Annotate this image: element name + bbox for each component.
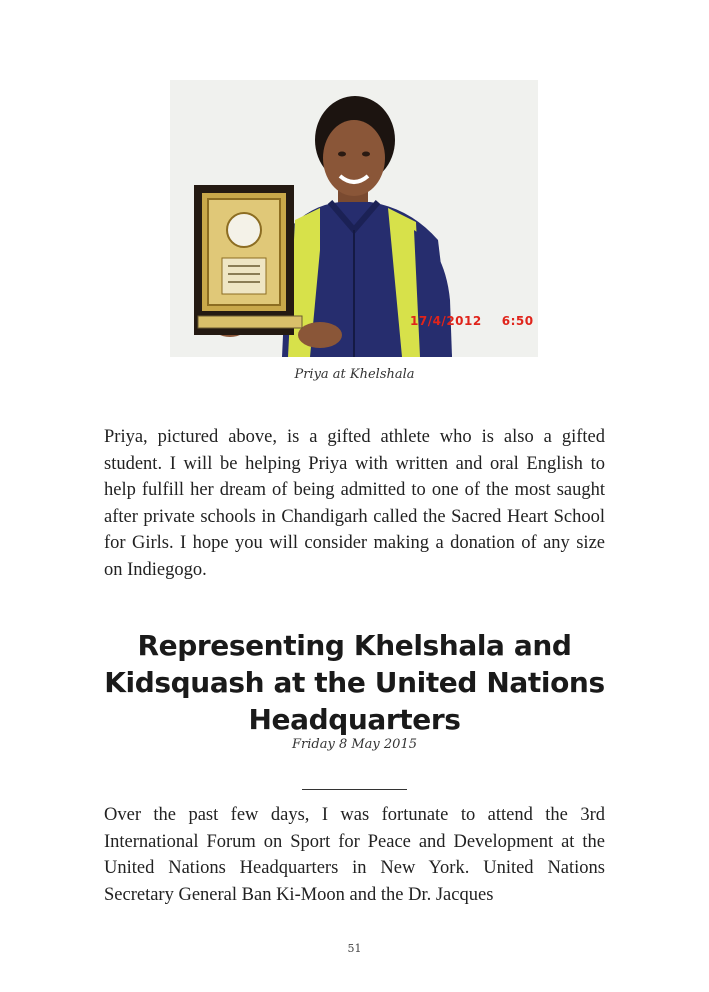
intro-paragraph: Priya, pictured above, is a gifted athlete who is also a gifted student. I will be helping Priya with written and oral English to help fulfill her dream of being admitted to one of the most saught after private schools in Chandigarh called the Sacred Heart School for Girls. I hope you will consider making a donation of any size on Indiegogo. — [104, 427, 605, 580]
article-body: Over the past few days, I was fortunate to attend the 3rd International Forum on Sport for Peace and Development at the United Nations Headquarters in New York. United Nations Secretary General Ban Ki-Moon and the Dr. Jacques — [104, 805, 605, 905]
photo-caption: Priya at Khelshala — [294, 367, 415, 382]
section-divider — [302, 789, 407, 790]
photo-timestamp — [410, 314, 534, 328]
page-number: 51 — [347, 942, 362, 955]
article-date: Friday 8 May 2015 — [292, 737, 417, 752]
timestamp-time: 6:50 — [501, 314, 534, 328]
timestamp-date: 17/4/2012 — [410, 314, 482, 328]
article-title: Representing Khelshala and Kidsquash at the United Nations Headquarters — [104, 629, 605, 736]
